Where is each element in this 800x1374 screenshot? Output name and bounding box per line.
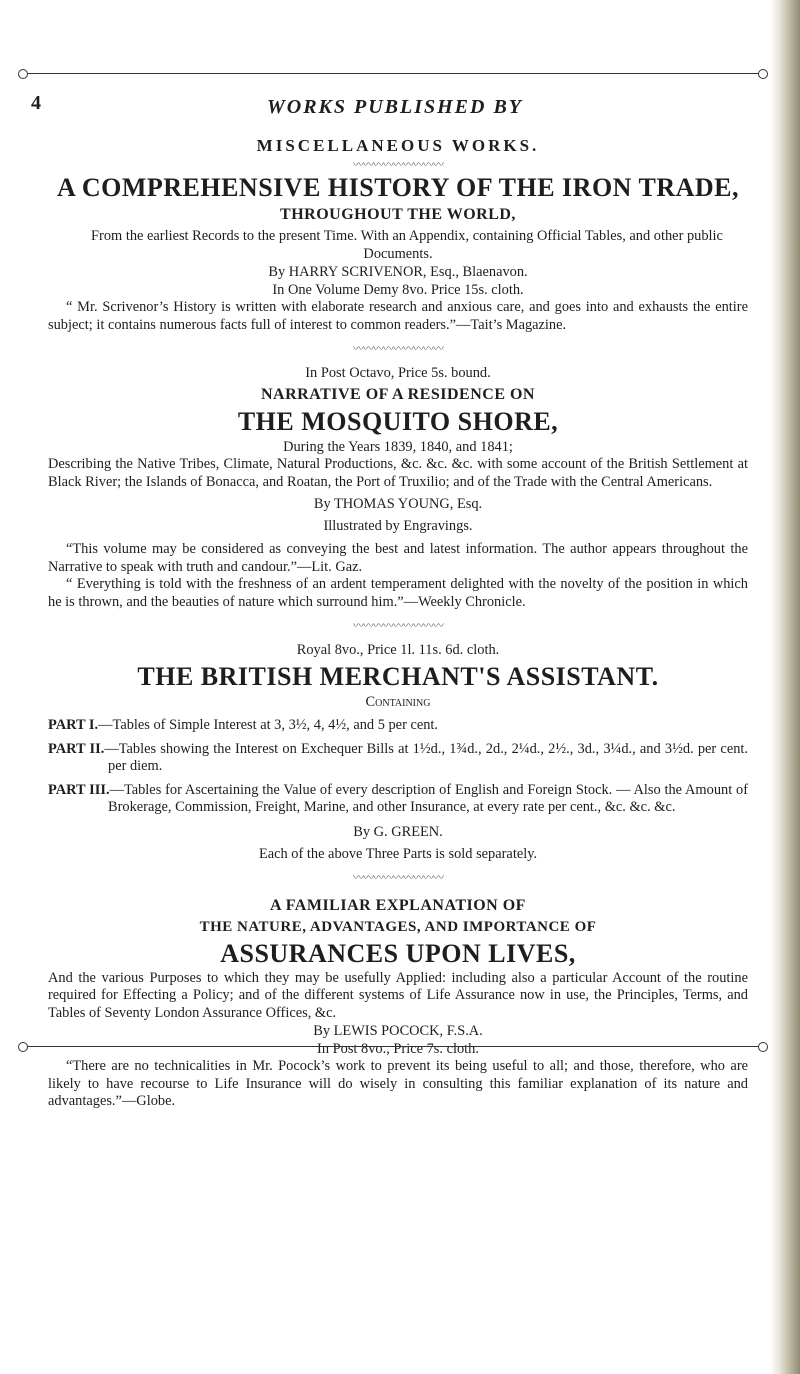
book-title: THE BRITISH MERCHANT'S ASSISTANT. — [137, 662, 659, 691]
book-part-2 — [48, 741, 748, 776]
corner-ornament-icon — [758, 1042, 768, 1052]
book-entry-iron-trade — [48, 174, 748, 334]
book-containing: Containing — [365, 694, 431, 710]
book-format: In One Volume Demy 8vo. Price 15s. cloth. — [272, 282, 524, 298]
book-review: “This volume may be considered as conveying the best and latest information. The author appears throughout the Narrative to speak with truth and candour.”—Lit. Gaz. — [48, 541, 748, 575]
book-heading: THE NATURE, ADVANTAGES, AND IMPORTANCE OF — [199, 918, 597, 935]
book-entry-mosquito-shore — [48, 364, 748, 611]
book-description: Describing the Native Tribes, Climate, Natural Productions, &c. &c. &c. with some account of the British Settlement at Black River; the Islands of Bonacca, and Roatan, the Port of Truxilio; and of the Trade with the Central Americans. — [48, 456, 748, 490]
book-years: During the Years 1839, 1840, and 1841; — [283, 439, 513, 455]
book-entry-merchants-assistant — [48, 641, 748, 863]
running-head: WORKS PUBLISHED BY — [266, 96, 524, 118]
ornament-divider: 〰〰〰〰〰〰〰〰〰 — [353, 343, 443, 355]
book-review: “There are no technicalities in Mr. Pocock’s work to prevent its being useful to all; and those, therefore, who are likely to have recourse to Life Insurance will do wisely in consulting this familiar explanation of its nature and advantages.”—Globe. — [48, 1058, 748, 1109]
part-label: PART III. — [48, 781, 110, 798]
corner-ornament-icon — [18, 69, 28, 79]
book-entry-life-assurances — [48, 897, 748, 1111]
page-number: 4 — [31, 92, 41, 114]
book-title: A COMPREHENSIVE HISTORY OF THE IRON TRADE, — [56, 173, 739, 202]
book-format: In Post 8vo., Price 7s. cloth. — [317, 1041, 479, 1057]
book-author: By HARRY SCRIVENOR, Esq., Blaenavon. — [268, 264, 528, 280]
book-title: ASSURANCES UPON LIVES, — [220, 938, 576, 968]
book-author: By THOMAS YOUNG, Esq. — [313, 496, 483, 512]
book-part-3 — [48, 782, 748, 817]
part-text: —Tables for Ascertaining the Value of every description of English and Foreign Stock. — Also the Amount of Brokerage, Commission, Freight, Marine, and other Insurance, at every rate per cent., &c. &c. &c. — [108, 781, 748, 815]
bottom-rule — [22, 1046, 762, 1047]
book-illustrated: Illustrated by Engravings. — [323, 518, 473, 534]
book-review: “ Everything is told with the freshness of an ardent temperament delighted with the novelty of the position in which he is thrown, and the beauties of nature which surround him.”—Weekly Chronicle. — [48, 576, 748, 610]
part-label: PART I. — [48, 717, 99, 733]
corner-ornament-icon — [758, 69, 768, 79]
book-author: By G. GREEN. — [353, 823, 443, 840]
part-text: —Tables showing the Interest on Exchequer Bills at 1½d., 1¾d., 2d., 2¼d., 2½., 3d., 3¼d., and 3½d. per cent. per diem. — [104, 740, 748, 774]
book-description: And the various Purposes to which they may be usefully Applied: including also a particular Account of the routine required for Effecting a Policy; and of the different systems of Life Assurance now in use, the Principles, Terms, and Tables of Seventy London Assurance Offices, &c. — [48, 969, 748, 1021]
ornament-divider: 〰〰〰〰〰〰〰〰〰 — [353, 159, 443, 171]
ornament-divider: 〰〰〰〰〰〰〰〰〰 — [353, 871, 443, 884]
page-edge-shadow — [770, 0, 800, 1374]
book-review: “ Mr. Scrivenor’s History is written with elaborate research and anxious care, and goes into and exhausts the entire subject; it contains numerous facts full of interest to common readers.”—Tait’s Magazine. — [48, 299, 748, 333]
ornament-divider: 〰〰〰〰〰〰〰〰〰 — [353, 620, 443, 632]
book-note: Each of the above Three Parts is sold separately. — [258, 845, 538, 862]
book-heading: NARRATIVE OF A RESIDENCE ON — [261, 386, 535, 403]
corner-ornament-icon — [18, 1042, 28, 1052]
book-heading: A FAMILIAR EXPLANATION OF — [270, 896, 526, 914]
section-heading: MISCELLANEOUS WORKS. — [256, 136, 540, 155]
top-rule — [22, 73, 762, 74]
book-subtitle: THROUGHOUT THE WORLD, — [280, 206, 516, 223]
part-label: PART II. — [48, 740, 105, 757]
book-format: In Post Octavo, Price 5s. bound. — [305, 365, 491, 381]
book-description: From the earliest Records to the present Time. With an Appendix, containing Official Tables, and other public Documents. — [91, 228, 723, 262]
book-author: By LEWIS POCOCK, F.S.A. — [313, 1023, 483, 1039]
book-format: Royal 8vo., Price 1l. 11s. 6d. cloth. — [296, 642, 500, 658]
page-content — [48, 120, 748, 1111]
part-text: —Tables of Simple Interest at 3, 3½, 4, 4½, and 5 per cent. — [98, 717, 439, 733]
book-part-1 — [48, 717, 748, 735]
book-title: THE MOSQUITO SHORE, — [237, 407, 559, 436]
